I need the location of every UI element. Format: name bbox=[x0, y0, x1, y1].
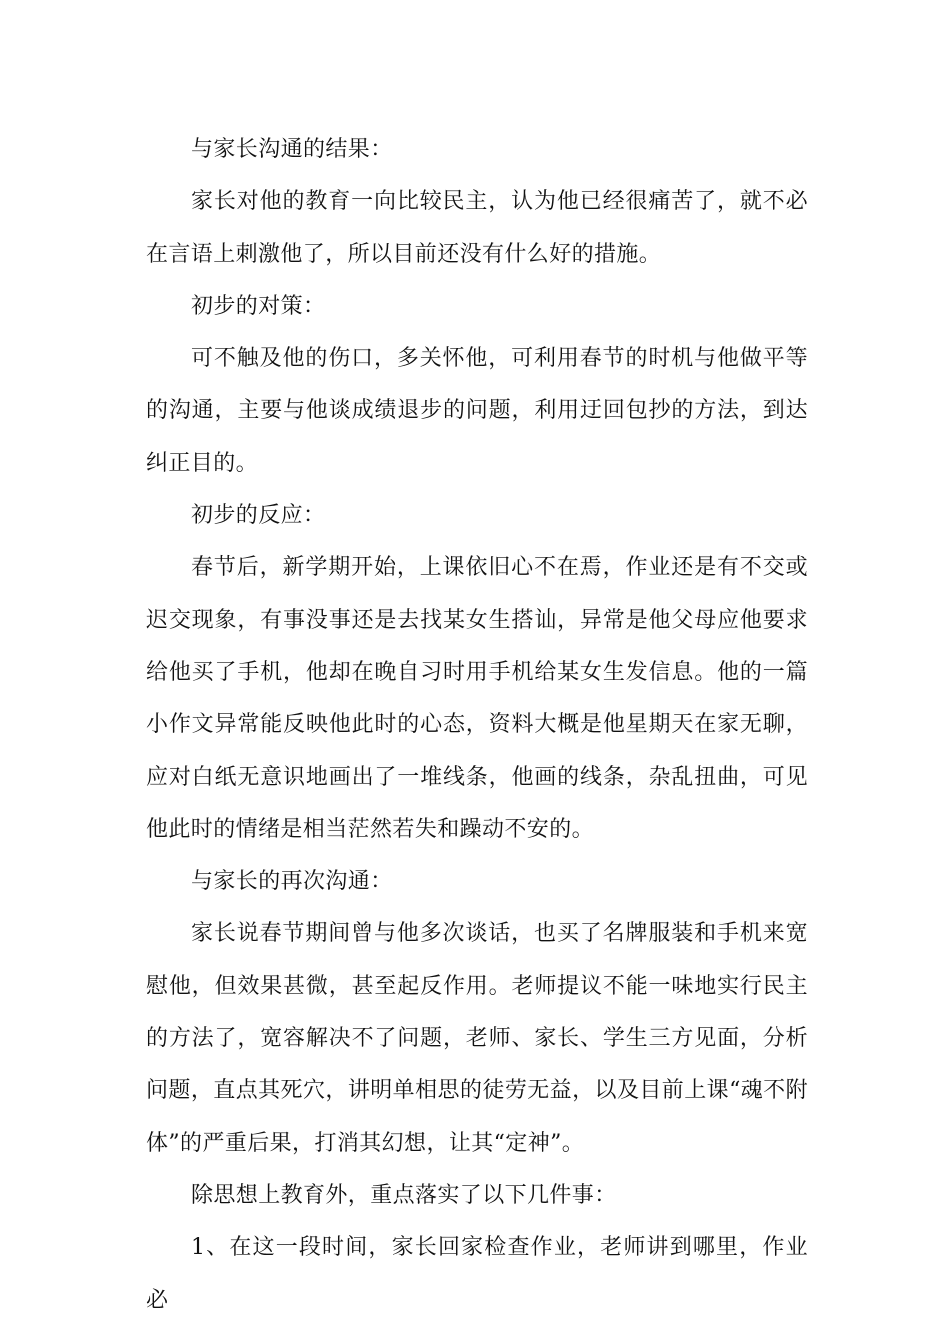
document-body bbox=[146, 124, 808, 1327]
heading-second-communication: 与家长的再次沟通： bbox=[191, 869, 393, 895]
paragraph-initial-reaction: 春节后，新学期开始，上课依旧心不在焉，作业还是有不交或迟交现象，有事没事还是去找某女生搭讪，异常是他父母应他要求给他买了手机，他却在晚自习时用手机给某女生发信息。他的一篇小作文异常能反映他此时的心态，资料大概是他星期天在家无聊，应对白纸无意识地画出了一堆线条，他画的线条，杂乱扭曲，可见他此时的情绪是相当茫然若失和躁动不安的。 bbox=[146, 555, 808, 842]
heading-initial-reaction: 初步的反应： bbox=[191, 503, 326, 529]
heading-key-measures: 除思想上教育外，重点落实了以下几件事： bbox=[191, 1182, 617, 1208]
paragraph-initial-strategy: 可不触及他的伤口，多关怀他，可利用春节的时机与他做平等的沟通，主要与他谈成绩退步的问题，利用迂回包抄的方法，到达纠正目的。 bbox=[146, 346, 808, 476]
heading-parent-communication-result: 与家长沟通的结果： bbox=[191, 137, 393, 162]
list-item-measure-1: 1、在这一段时间，家长回家检查作业，老师讲到哪里，作业必 bbox=[146, 1235, 808, 1313]
heading-initial-strategy: 初步的对策： bbox=[191, 293, 326, 319]
paragraph-parent-attitude: 家长对他的教育一向比较民主，认为他已经很痛苦了，就不必在言语上刺激他了，所以目前还没有什么好的措施。 bbox=[146, 189, 808, 267]
paragraph-second-communication: 家长说春节期间曾与他多次谈话，也买了名牌服装和手机来宽慰他，但效果甚微，甚至起反作用。老师提议不能一味地实行民主的方法了，宽容解决不了问题，老师、家长、学生三方见面，分析问题，直点其死穴，讲明单相思的徒劳无益，以及目前上课“魂不附体”的严重后果，打消其幻想，让其“定神”。 bbox=[146, 921, 808, 1156]
